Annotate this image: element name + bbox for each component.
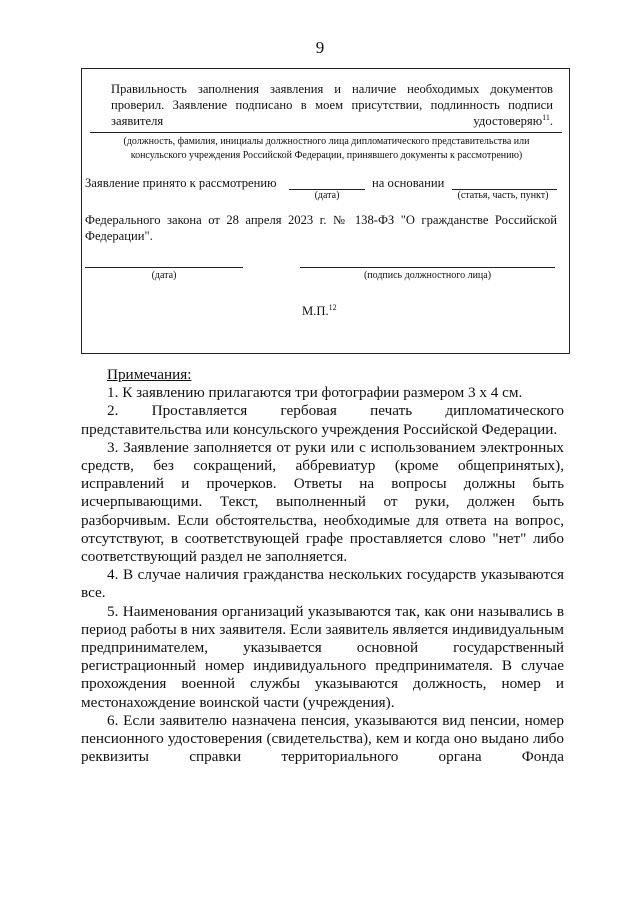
accepted-label: Заявление принято к рассмотрению [85, 176, 277, 190]
page-number: 9 [315, 38, 325, 57]
article-caption: (статья, часть, пункт) [457, 190, 549, 201]
footnote-11: 11 [542, 112, 550, 122]
note-item-6: 6. Если заявителю назначена пенсия, указываются вид пенсии, номер пенсионного удостоверения (свидетельства), кем и когда оно выдано либо реквизиты справки территориального органа Фонда [81, 711, 564, 766]
verification-text: Правильность заполнения заявления и наличие необходимых документов проверил. Заявление подписано в моем присутствии, подлинность подписи заявителя удостоверяю$^{11}$. [111, 82, 553, 128]
stamp-text: М.П. [302, 304, 329, 318]
notes-section [81, 366, 564, 766]
footnote-12: 12 [328, 302, 337, 312]
official-caption-line2: консульского учреждения Российской Федерации, принявшего документы к рассмотрению) [130, 150, 523, 161]
acceptance-form-box [81, 68, 570, 354]
signature-caption: (подпись должностного лица) [363, 270, 492, 281]
stamp-label [302, 303, 337, 319]
note-item-2: 2. Проставляется гербовая печать дипломатического представительства или консульского учреждения Российской Федерации. [81, 402, 564, 438]
note-item-4: 4. В случае наличия гражданства нескольких государств указываются все. [81, 566, 564, 602]
acceptance-date-caption: (дата) [314, 190, 340, 201]
note-item-1: 1. К заявлению прилагаются три фотографии размером 3 х 4 см. [107, 384, 523, 402]
law-reference: Федерального закона от 28 апреля 2023 г. № 138-ФЗ "О гражданстве Российской Федерации". [85, 213, 557, 243]
date-line [85, 267, 243, 268]
official-caption-line1: (должность, фамилия, инициалы должностного лица дипломатического представительства или [123, 136, 530, 147]
date-caption: (дата) [151, 270, 177, 281]
basis-label: на основании [372, 176, 445, 190]
official-signature-line [90, 132, 562, 133]
signature-line [300, 267, 555, 268]
note-item-3: 3. Заявление заполняется от руки или с использованием электронных средств, без сокращений, аббревиатур (кроме общепринятых), исправлений и прочерков. Ответы на вопросы должны быть исчерпывающими. Текст, выполненный от руки, должен быть разборчивым. Если обстоятельства, необходимые для ответа на вопрос, отсутствуют, в соответствующей графе проставляется слово "нет" либо соответствующий раздел не заполняется. [81, 438, 564, 566]
verification-body: Правильность заполнения заявления и наличие необходимых документов проверил. Заявление подписано в моем присутствии, подлинность подписи заявителя удостоверяю [111, 82, 553, 128]
note-item-5: 5. Наименования организаций указываются так, как они назывались в период работы в них заявителя. Если заявитель является индивидуальным предпринимателем, указывается основной государственный регистрационный номер индивидуального предпринимателя. В случае прохождения военной службы указываются должность, номер и местонахождение воинской части (учреждения). [81, 602, 564, 711]
notes-heading: Примечания: [107, 366, 192, 383]
